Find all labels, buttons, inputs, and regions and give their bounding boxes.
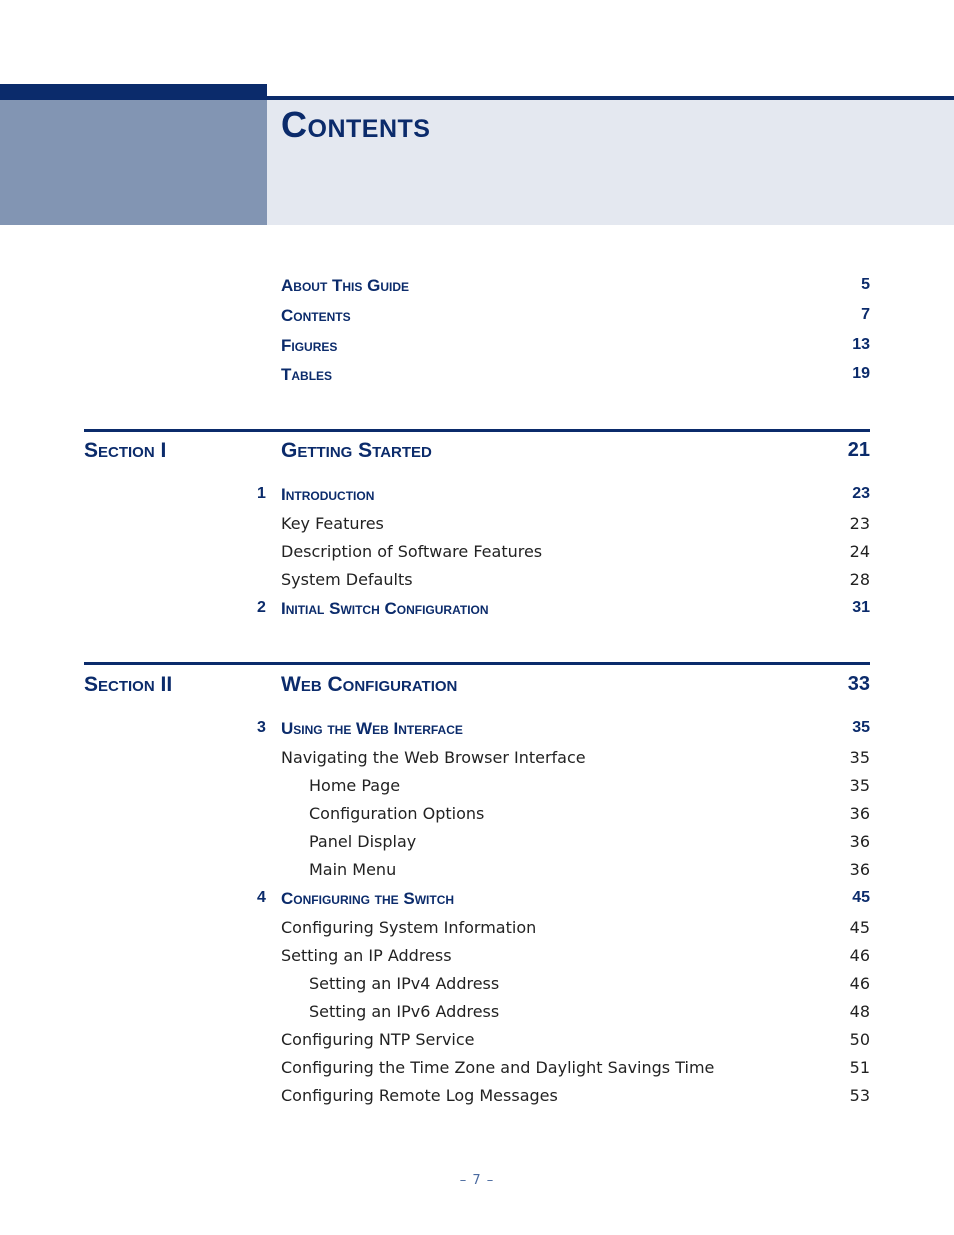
chapter-number: 1 (257, 485, 266, 502)
chapter-page[interactable]: 31 (852, 599, 870, 616)
toc-subitem-page[interactable]: 48 (849, 1002, 870, 1021)
chapter-number: 4 (257, 889, 266, 906)
toc-entry[interactable] (0, 365, 954, 389)
toc-entry-title[interactable]: Tables (281, 365, 333, 384)
toc-item-page[interactable]: 23 (849, 514, 870, 533)
chapter-title[interactable]: Using the Web Interface (281, 719, 463, 738)
chapter-title[interactable]: Initial Switch Configuration (281, 599, 489, 618)
chapter-page[interactable]: 45 (852, 889, 870, 906)
toc-item-page[interactable]: 50 (849, 1030, 870, 1049)
toc-item[interactable] (0, 514, 954, 538)
toc-item[interactable] (0, 570, 954, 594)
toc-subitem[interactable] (0, 1002, 954, 1026)
toc-subitem[interactable] (0, 776, 954, 800)
toc-item[interactable] (0, 1030, 954, 1054)
section-title[interactable]: Getting Started (281, 439, 432, 462)
toc-item-page[interactable]: 46 (849, 946, 870, 965)
toc-item-page[interactable]: 35 (849, 748, 870, 767)
section-title[interactable]: Web Configuration (281, 673, 458, 696)
toc-subitem-page[interactable]: 36 (849, 860, 870, 879)
toc-subitem-title[interactable]: Main Menu (309, 860, 397, 879)
toc-subitem[interactable] (0, 804, 954, 828)
toc-entry-page[interactable]: 19 (852, 365, 870, 382)
toc-item-page[interactable]: 51 (849, 1058, 870, 1077)
toc-item[interactable] (0, 1086, 954, 1110)
section-divider (84, 662, 870, 665)
toc-subitem-title[interactable]: Panel Display (309, 832, 417, 851)
toc-entry-title[interactable]: About This Guide (281, 276, 410, 295)
chapter-entry[interactable] (0, 485, 954, 509)
toc-item[interactable] (0, 748, 954, 772)
toc-item-title[interactable]: Navigating the Web Browser Interface (281, 748, 586, 767)
toc-item-page[interactable]: 53 (849, 1086, 870, 1105)
toc-item-title[interactable]: Configuring NTP Service (281, 1030, 475, 1049)
toc-item-title[interactable]: System Defaults (281, 570, 413, 589)
section-label: Section I (84, 439, 167, 462)
toc-subitem-page[interactable]: 35 (849, 776, 870, 795)
page-title: Contents (281, 104, 431, 145)
toc-item-title[interactable]: Configuring Remote Log Messages (281, 1086, 558, 1105)
toc-subitem-title[interactable]: Configuration Options (309, 804, 485, 823)
toc-subitem-title[interactable]: Setting an IPv6 Address (309, 1002, 500, 1021)
chapter-number: 3 (257, 719, 266, 736)
header-left-panel (0, 100, 267, 225)
toc-item-page[interactable]: 28 (849, 570, 870, 589)
toc-subitem-page[interactable]: 36 (849, 832, 870, 851)
section-page[interactable]: 33 (847, 673, 870, 695)
toc-entry[interactable] (0, 276, 954, 300)
section-heading[interactable] (0, 673, 954, 701)
toc-entry[interactable] (0, 306, 954, 330)
toc-entry-page[interactable]: 13 (852, 336, 870, 353)
toc-item[interactable] (0, 946, 954, 970)
chapter-number: 2 (257, 599, 266, 616)
toc-item-title[interactable]: Setting an IP Address (281, 946, 452, 965)
toc-item-page[interactable]: 45 (849, 918, 870, 937)
toc-subitem[interactable] (0, 832, 954, 856)
toc-item-title[interactable]: Key Features (281, 514, 384, 533)
chapter-entry[interactable] (0, 719, 954, 743)
toc-entry[interactable] (0, 336, 954, 360)
chapter-page[interactable]: 35 (852, 719, 870, 736)
toc-subitem-page[interactable]: 36 (849, 804, 870, 823)
toc-item-title[interactable]: Configuring System Information (281, 918, 537, 937)
toc-entry-title[interactable]: Figures (281, 336, 338, 355)
chapter-title[interactable]: Introduction (281, 485, 375, 504)
section-page[interactable]: 21 (847, 439, 870, 461)
toc-item-title[interactable]: Configuring the Time Zone and Daylight Savings Time (281, 1058, 715, 1077)
chapter-page[interactable]: 23 (852, 485, 870, 502)
chapter-entry[interactable] (0, 889, 954, 913)
toc-subitem-page[interactable]: 46 (849, 974, 870, 993)
toc-item-title[interactable]: Description of Software Features (281, 542, 543, 561)
toc-subitem[interactable] (0, 860, 954, 884)
header-accent-bar (0, 84, 267, 100)
page-number-footer: – 7 – (459, 1173, 495, 1188)
toc-item[interactable] (0, 918, 954, 942)
toc-item[interactable] (0, 1058, 954, 1082)
section-heading[interactable] (0, 439, 954, 467)
section-label: Section II (84, 673, 173, 696)
chapter-title[interactable]: Configuring the Switch (281, 889, 455, 908)
section-divider (84, 429, 870, 432)
toc-item[interactable] (0, 542, 954, 566)
toc-entry-page[interactable]: 5 (861, 276, 870, 293)
toc-subitem-title[interactable]: Setting an IPv4 Address (309, 974, 500, 993)
toc-item-page[interactable]: 24 (849, 542, 870, 561)
toc-subitem-title[interactable]: Home Page (309, 776, 401, 795)
toc-subitem[interactable] (0, 974, 954, 998)
toc-entry-page[interactable]: 7 (861, 306, 870, 323)
chapter-entry[interactable] (0, 599, 954, 623)
toc-entry-title[interactable]: Contents (281, 306, 351, 325)
